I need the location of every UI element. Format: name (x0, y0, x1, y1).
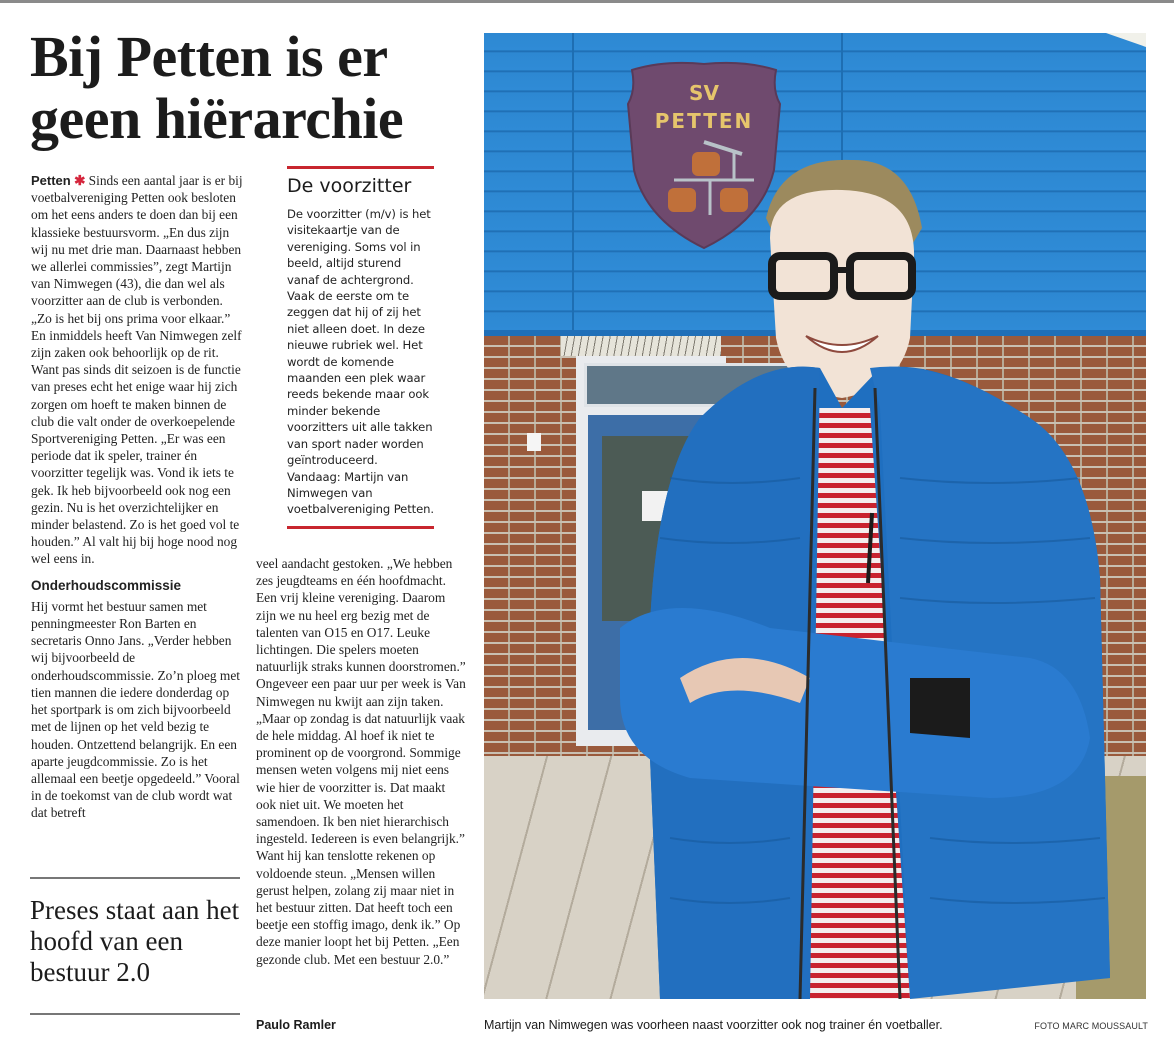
sidebar-box (287, 166, 434, 529)
headline: Bij Petten is er geen hiërarchie (30, 24, 404, 151)
byline: Paulo Ramler (256, 1018, 336, 1032)
person-figure (610, 158, 1130, 999)
photo-credit: FOTO MARC MOUSSAULT (1034, 1021, 1148, 1031)
asterisk-icon: ✱ (74, 173, 86, 188)
wall-notice (527, 433, 541, 451)
sidebar-title: De voorzitter (287, 175, 412, 197)
photo-caption: Martijn van Nimwegen was voorheen naast voorzitter ook nog trainer én voetballer. (484, 1018, 943, 1032)
svg-text:PETTEN: PETTEN (654, 109, 754, 133)
page-top-rule (0, 0, 1174, 3)
red-divider (287, 526, 434, 529)
subheading: Onderhoudscommissie (31, 577, 182, 593)
wall-seam (572, 33, 574, 330)
paragraph: En inmiddels heeft Van Nimwegen zelf zijn zaken ook behoorlijk op de rit. Want pas sinds dit seizoen is de functie van preses echt het enige waar hij zich zorgen om hoeft te maken binnen de club die valt onder de overkoepelende Sportvereniging Petten. „Er was een periode dat ik speler, trainer én voorzitter tegelijk was. Vond ik iets te gek. Ik heb bijvoorbeeld ook nog een gezin. Nu is het overzichtelijker en minder belastend. Zo is het goed vol te houden.” Al valt hij bij hoge nood nog wel eens in. (31, 327, 242, 567)
paragraph (31, 172, 243, 327)
article-photo (484, 33, 1146, 999)
dateline: Petten (31, 173, 71, 188)
article-column-1 (31, 172, 243, 822)
paragraph: Hij vormt het bestuur samen met penningmeester Ron Barten en secretaris Onno Jans. „Verder hebben wij bijvoorbeeld de onderhoudscommissie. Zo’n ploeg met tien mannen die iedere donderdag op het sportpark is om zich bijvoorbeeld met de lijnen op het veld bezig te houden. Ontzettend belangrijk. En een aparte jeugdcommissie. Zo is het allemaal een beetje opgedeeld.” Vooral in de toekomst van de club wordt wat dat betreft (31, 598, 241, 821)
svg-text:SV: SV (689, 81, 719, 105)
pullquote-top-rule (30, 877, 240, 879)
pullquote: Preses staat aan het hoofd van een bestuur 2.0 (30, 895, 240, 987)
sidebar-body: De voorzitter (m/v) is het visitekaartje van de vereniging. Soms vol in beeld, altijd sturend vanaf de achtergrond. Vaak de eerste om te zeggen dat hij of zij het niet alleen doet. In deze nieuwe rubriek wel. Het wordt de komende maanden een plek waar reeds bekende maar ook minder bekende voorzitters uit alle takken van sport nader worden geïntroduceerd. Vandaag: Martijn van Nimwegen van voetbalvereniging Petten. (287, 207, 434, 517)
paragraph: veel aandacht gestoken. „We hebben zes jeugdteams en één hoofdmacht. Een vrij kleine vereniging. Daarom zijn we nu heel erg bezig met de talenten van O15 en O17. Leuke lichtingen. Die spelers moeten natuurlijk straks kunnen doorstromen.” Ongeveer een paar uur per week is Van Nimwegen nu kwijt aan zijn taken. „Maar op zondag is dat natuurlijk vaak de hele middag. Al hoef ik niet te prominent op de voorgrond. Sommige mensen weten volgens mij niet eens wie hier de voorzitter is. Dat maakt ook niet uit. We moeten het samendoen. Ik ben niet hierarchisch ingesteld. Iedereen is even belangrijk.” Want hij kan tenslotte rekenen op voldoende steun. „Mensen willen gerust helpen, zolang zij maar niet in het bestuur zitten. Dat heeft toch een beetje een stoffig imago, denk ik.” Op deze manier loopt het bij Petten. „Een gezonde club. Met een bestuur 2.0.” (256, 556, 466, 967)
article-column-2 (256, 555, 468, 968)
red-divider (287, 166, 434, 169)
paragraph-text: Sinds een aantal jaar is er bij voetbalvereniging Petten ook besloten om het eens anders te doen dan bij een klassieke bestuursvorm. „En dus zijn wij nu met drie man. Daarnaast hebben we allerlei commissies”, zegt Martijn van Nimwegen (43), die dan wel als voorzitter aan de club is verbonden. „Zo is het bij ons prima voor elkaar.” (31, 173, 243, 326)
pullquote-bottom-rule (30, 1013, 240, 1015)
